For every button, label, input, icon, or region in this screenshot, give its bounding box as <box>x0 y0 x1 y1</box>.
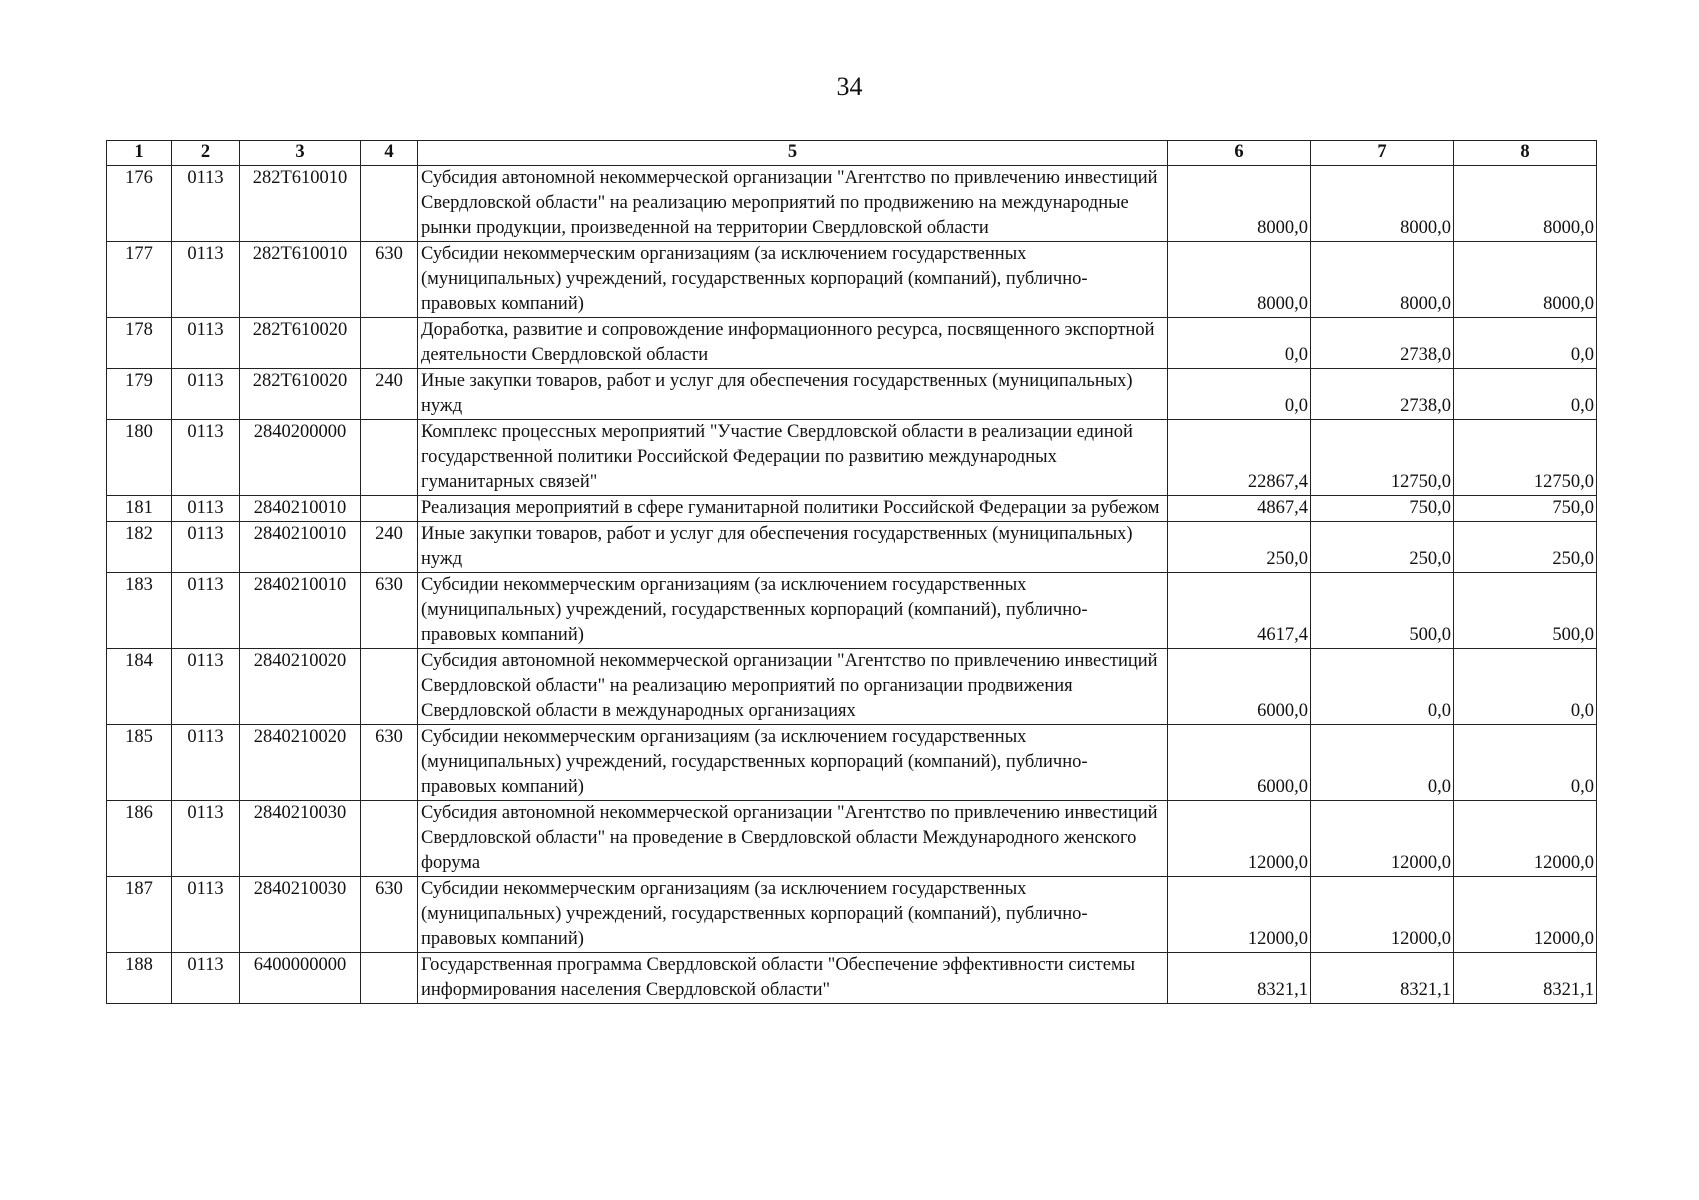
section-code-cell: 0113 <box>172 369 240 420</box>
row-number-cell: 180 <box>107 420 172 496</box>
target-code-cell: 2840210030 <box>240 801 361 877</box>
table-row <box>107 877 1597 953</box>
column-header: 2 <box>172 141 240 166</box>
amount-col8-cell: 12750,0 <box>1454 420 1597 496</box>
description-cell: Субсидия автономной некоммерческой организации "Агентство по привлечению инвестиций Свердловской области" на реализацию мероприятий по организации продвижения Свердловской области в международных организациях <box>418 649 1168 725</box>
row-number-cell: 186 <box>107 801 172 877</box>
section-code-cell: 0113 <box>172 420 240 496</box>
section-code-cell: 0113 <box>172 801 240 877</box>
section-code-cell: 0113 <box>172 573 240 649</box>
description-cell: Субсидии некоммерческим организациям (за исключением государственных (муниципальных) учреждений, государственных корпораций (компаний), публично-правовых компаний) <box>418 877 1168 953</box>
amount-col6-cell: 6000,0 <box>1168 725 1311 801</box>
table-row <box>107 166 1597 242</box>
amount-col7-cell: 8000,0 <box>1311 166 1454 242</box>
row-number-cell: 176 <box>107 166 172 242</box>
amount-col6-cell: 8000,0 <box>1168 242 1311 318</box>
row-number-cell: 183 <box>107 573 172 649</box>
expense-type-cell <box>361 318 418 369</box>
table-row <box>107 573 1597 649</box>
target-code-cell: 2840210020 <box>240 649 361 725</box>
amount-col6-cell: 0,0 <box>1168 369 1311 420</box>
column-header: 3 <box>240 141 361 166</box>
description-cell: Иные закупки товаров, работ и услуг для обеспечения государственных (муниципальных) нужд <box>418 522 1168 573</box>
description-cell: Субсидия автономной некоммерческой организации "Агентство по привлечению инвестиций Свердловской области" на реализацию мероприятий по продвижению на международные рынки продукции, произведенной на территории Свердловской области <box>418 166 1168 242</box>
amount-col8-cell: 0,0 <box>1454 318 1597 369</box>
section-code-cell: 0113 <box>172 318 240 369</box>
row-number-cell: 177 <box>107 242 172 318</box>
table-row <box>107 801 1597 877</box>
section-code-cell: 0113 <box>172 953 240 1004</box>
expense-type-cell <box>361 953 418 1004</box>
amount-col7-cell: 0,0 <box>1311 649 1454 725</box>
target-code-cell: 2840210010 <box>240 573 361 649</box>
section-code-cell: 0113 <box>172 242 240 318</box>
amount-col7-cell: 2738,0 <box>1311 318 1454 369</box>
column-header: 6 <box>1168 141 1311 166</box>
target-code-cell: 6400000000 <box>240 953 361 1004</box>
description-cell: Субсидии некоммерческим организациям (за исключением государственных (муниципальных) учреждений, государственных корпораций (компаний), публично-правовых компаний) <box>418 573 1168 649</box>
expense-type-cell: 630 <box>361 242 418 318</box>
section-code-cell: 0113 <box>172 166 240 242</box>
amount-col7-cell: 500,0 <box>1311 573 1454 649</box>
amount-col7-cell: 250,0 <box>1311 522 1454 573</box>
section-code-cell: 0113 <box>172 496 240 522</box>
amount-col8-cell: 250,0 <box>1454 522 1597 573</box>
amount-col8-cell: 750,0 <box>1454 496 1597 522</box>
amount-col6-cell: 8321,1 <box>1168 953 1311 1004</box>
amount-col8-cell: 12000,0 <box>1454 877 1597 953</box>
row-number-cell: 181 <box>107 496 172 522</box>
expense-type-cell: 630 <box>361 573 418 649</box>
amount-col8-cell: 8000,0 <box>1454 242 1597 318</box>
row-number-cell: 179 <box>107 369 172 420</box>
target-code-cell: 2840210010 <box>240 496 361 522</box>
target-code-cell: 2840210030 <box>240 877 361 953</box>
table-row <box>107 522 1597 573</box>
amount-col8-cell: 500,0 <box>1454 573 1597 649</box>
section-code-cell: 0113 <box>172 522 240 573</box>
expense-type-cell: 630 <box>361 725 418 801</box>
amount-col6-cell: 4867,4 <box>1168 496 1311 522</box>
expense-type-cell <box>361 649 418 725</box>
target-code-cell: 2840210010 <box>240 522 361 573</box>
description-cell: Субсидия автономной некоммерческой организации "Агентство по привлечению инвестиций Свердловской области" на проведение в Свердловской области Международного женского форума <box>418 801 1168 877</box>
amount-col8-cell: 0,0 <box>1454 649 1597 725</box>
expense-type-cell: 630 <box>361 877 418 953</box>
amount-col8-cell: 8321,1 <box>1454 953 1597 1004</box>
amount-col7-cell: 2738,0 <box>1311 369 1454 420</box>
amount-col7-cell: 8321,1 <box>1311 953 1454 1004</box>
table-row <box>107 649 1597 725</box>
amount-col7-cell: 8000,0 <box>1311 242 1454 318</box>
table-row <box>107 318 1597 369</box>
row-number-cell: 187 <box>107 877 172 953</box>
row-number-cell: 188 <box>107 953 172 1004</box>
table-row <box>107 420 1597 496</box>
description-cell: Субсидии некоммерческим организациям (за исключением государственных (муниципальных) учреждений, государственных корпораций (компаний), публично-правовых компаний) <box>418 242 1168 318</box>
amount-col6-cell: 12000,0 <box>1168 877 1311 953</box>
target-code-cell: 282T610020 <box>240 318 361 369</box>
description-cell: Государственная программа Свердловской области "Обеспечение эффективности системы информирования населения Свердловской области" <box>418 953 1168 1004</box>
amount-col6-cell: 12000,0 <box>1168 801 1311 877</box>
description-cell: Доработка, развитие и сопровождение информационного ресурса, посвященного экспортной деятельности Свердловской области <box>418 318 1168 369</box>
expense-type-cell <box>361 420 418 496</box>
table-row <box>107 242 1597 318</box>
column-header: 5 <box>418 141 1168 166</box>
amount-col8-cell: 0,0 <box>1454 725 1597 801</box>
amount-col7-cell: 12000,0 <box>1311 877 1454 953</box>
table-body <box>107 166 1597 1004</box>
description-cell: Иные закупки товаров, работ и услуг для обеспечения государственных (муниципальных) нужд <box>418 369 1168 420</box>
amount-col8-cell: 8000,0 <box>1454 166 1597 242</box>
amount-col7-cell: 12000,0 <box>1311 801 1454 877</box>
column-header: 8 <box>1454 141 1597 166</box>
expense-type-cell: 240 <box>361 522 418 573</box>
target-code-cell: 2840200000 <box>240 420 361 496</box>
expense-type-cell <box>361 496 418 522</box>
amount-col6-cell: 6000,0 <box>1168 649 1311 725</box>
section-code-cell: 0113 <box>172 725 240 801</box>
column-header: 4 <box>361 141 418 166</box>
column-header: 1 <box>107 141 172 166</box>
amount-col6-cell: 250,0 <box>1168 522 1311 573</box>
description-cell: Реализация мероприятий в сфере гуманитарной политики Российской Федерации за рубежом <box>418 496 1168 522</box>
budget-table <box>106 140 1597 1004</box>
amount-col7-cell: 12750,0 <box>1311 420 1454 496</box>
section-code-cell: 0113 <box>172 649 240 725</box>
amount-col6-cell: 22867,4 <box>1168 420 1311 496</box>
column-header: 7 <box>1311 141 1454 166</box>
table-row <box>107 496 1597 522</box>
row-number-cell: 178 <box>107 318 172 369</box>
expense-type-cell: 240 <box>361 369 418 420</box>
section-code-cell: 0113 <box>172 877 240 953</box>
row-number-cell: 185 <box>107 725 172 801</box>
amount-col8-cell: 0,0 <box>1454 369 1597 420</box>
target-code-cell: 282T610010 <box>240 166 361 242</box>
row-number-cell: 184 <box>107 649 172 725</box>
amount-col6-cell: 4617,4 <box>1168 573 1311 649</box>
target-code-cell: 2840210020 <box>240 725 361 801</box>
target-code-cell: 282T610010 <box>240 242 361 318</box>
page-number: 34 <box>836 72 863 101</box>
description-cell: Комплекс процессных мероприятий "Участие Свердловской области в реализации единой государственной политики Российской Федерации по развитию международных гуманитарных связей" <box>418 420 1168 496</box>
expense-type-cell <box>361 166 418 242</box>
amount-col7-cell: 0,0 <box>1311 725 1454 801</box>
header-row <box>107 141 1597 166</box>
expense-type-cell <box>361 801 418 877</box>
amount-col7-cell: 750,0 <box>1311 496 1454 522</box>
table-row <box>107 953 1597 1004</box>
description-cell: Субсидии некоммерческим организациям (за исключением государственных (муниципальных) учреждений, государственных корпораций (компаний), публично-правовых компаний) <box>418 725 1168 801</box>
amount-col6-cell: 8000,0 <box>1168 166 1311 242</box>
table-row <box>107 725 1597 801</box>
table-row <box>107 369 1597 420</box>
row-number-cell: 182 <box>107 522 172 573</box>
amount-col6-cell: 0,0 <box>1168 318 1311 369</box>
target-code-cell: 282T610020 <box>240 369 361 420</box>
amount-col8-cell: 12000,0 <box>1454 801 1597 877</box>
